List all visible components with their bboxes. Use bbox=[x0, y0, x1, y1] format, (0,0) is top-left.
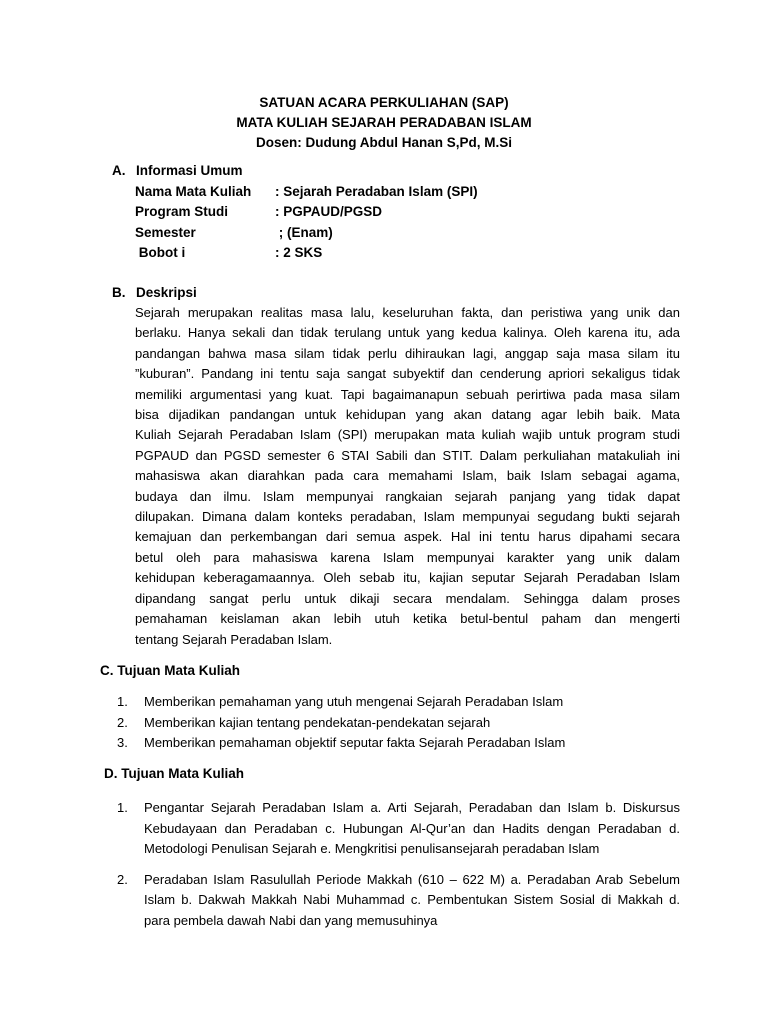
paragraph-line: pemahaman keislaman akan lebih utuh ketika betul-bentul paham dan mengerti bbox=[135, 611, 680, 627]
objectives-list bbox=[100, 692, 680, 754]
info-row bbox=[135, 202, 672, 223]
info-row bbox=[135, 223, 672, 244]
list-line: Metodologi Penulisan Sejarah e. Mengkritisi penulisansejarah peradaban Islam bbox=[144, 841, 600, 857]
list-text: Memberikan kajian tentang pendekatan-pendekatan sejarah bbox=[144, 714, 491, 730]
paragraph-line: berlaku. Hanya sekali dan tidak terulang untuk yang kedua kalinya. Oleh karena itu, ada bbox=[135, 325, 680, 341]
info-value: : Sejarah Peradaban Islam (SPI) bbox=[275, 183, 478, 199]
list-item bbox=[117, 798, 680, 860]
section-b-heading bbox=[112, 283, 680, 303]
paragraph-line: Sejarah merupakan realitas masa lalu, keseluruhan fakta, dan peristiwa yang unik dan bbox=[135, 305, 680, 320]
list-number: 1. bbox=[117, 694, 128, 709]
paragraph-line: kehidupan keberagamaannya. Oleh sebab itu, kajian seputar Sejarah Peradaban Islam bbox=[135, 570, 680, 586]
list-line: Pengantar Sejarah Peradaban Islam a. Arti Sejarah, Peradaban dan Islam b. Diskursus bbox=[144, 800, 680, 815]
list-line: Peradaban Islam Rasulullah Periode Makkah (610 – 622 M) a. Peradaban Arab Sebelum bbox=[144, 871, 680, 887]
topics-list bbox=[104, 798, 680, 932]
header-title: SATUAN ACARA PERKULIAHAN (SAP) bbox=[259, 95, 509, 110]
section-a-heading bbox=[112, 161, 672, 182]
paragraph-line: dilupakan. Dimana dalam konteks peradaban, Islam mempunyai segudang bukti sejarah bbox=[135, 509, 680, 525]
info-label: Semester bbox=[135, 224, 196, 240]
list-text bbox=[144, 870, 680, 932]
paragraph-line: dipandang sangat perlu untuk dikaji secara mendalam. Sehingga dalam proses bbox=[135, 590, 680, 606]
header-course: MATA KULIAH SEJARAH PERADABAN ISLAM bbox=[236, 115, 532, 130]
info-label: Bobot i bbox=[135, 245, 186, 260]
paragraph-line: bisa dijadikan pandangan untuk kehidupan yang akan datang agar lebih baik. Mata bbox=[135, 407, 680, 423]
paragraph-line: pandangan bahwa masa silam tidak perlu dihiraukan lagi, anggap saja masa silam itu bbox=[135, 345, 680, 361]
list-line: Islam b. Dakwah Makkah Nabi Muhammad c. Pembentukan Sistem Sosial di Makkah d. bbox=[144, 892, 680, 908]
info-value: : PGPAUD/PGSD bbox=[275, 204, 383, 219]
paragraph-line: Kuliah Sejarah Peradaban Islam (SPI) merupakan mata kuliah wajib untuk program studi bbox=[135, 427, 680, 443]
list-line: para pembela dawah Nabi dan yang memusuhinya bbox=[144, 912, 438, 928]
list-number: 2. bbox=[117, 871, 128, 887]
paragraph-line: tentang Sejarah Peradaban Islam. bbox=[135, 631, 333, 647]
section-a-letter: A. bbox=[112, 163, 126, 178]
list-number: 1. bbox=[117, 800, 128, 815]
section-deskripsi bbox=[112, 283, 680, 650]
paragraph-line: ”kuburan”. Pandang ini tentu saja sangat subyektif dan cenderung apriori sekaligus tidak bbox=[135, 366, 680, 382]
paragraph-line: mahasiswa akan diarahkan pada cara memahami Islam, baik Islam sebagai agama, bbox=[135, 468, 680, 484]
section-c-title: C. Tujuan Mata Kuliah bbox=[100, 663, 241, 678]
list-number: 3. bbox=[117, 735, 128, 751]
list-item bbox=[117, 713, 680, 734]
section-b-title: Deskripsi bbox=[136, 285, 197, 300]
description-paragraph bbox=[135, 303, 680, 650]
paragraph-line: kemajuan dan perkembangan dari semua aspek. Hal ini tentu harus dipahami secara bbox=[135, 529, 680, 545]
list-item bbox=[117, 870, 680, 932]
section-tujuan-d bbox=[104, 764, 680, 942]
paragraph-line: PGPAUD dan PGSD semester 6 STAI Sabili dan STIT. Dalam perkuliahan matakuliah ini bbox=[135, 447, 680, 463]
section-tujuan-c bbox=[100, 661, 680, 754]
paragraph-line: budaya dan ilmu. Islam mempunyai rangkaian sejarah panjang yang tidak dapat bbox=[135, 488, 680, 504]
list-text bbox=[144, 798, 680, 860]
list-item bbox=[117, 692, 680, 713]
info-row bbox=[135, 243, 672, 264]
info-row bbox=[135, 182, 672, 203]
list-item bbox=[117, 733, 680, 754]
info-label: Program Studi bbox=[135, 204, 229, 219]
list-text: Memberikan pemahaman yang utuh mengenai Sejarah Peradaban Islam bbox=[144, 694, 564, 709]
header-lecturer: Dosen: Dudung Abdul Hanan S,Pd, M.Si bbox=[256, 135, 512, 150]
section-informasi-umum bbox=[112, 161, 672, 264]
section-a-title: Informasi Umum bbox=[136, 163, 243, 178]
section-d-title: D. Tujuan Mata Kuliah bbox=[104, 766, 245, 781]
section-b-letter: B. bbox=[112, 285, 126, 300]
info-label: Nama Mata Kuliah bbox=[135, 183, 252, 199]
document-header bbox=[0, 93, 768, 153]
info-value: ; (Enam) bbox=[275, 224, 333, 240]
paragraph-line: memiliki argumentasi yang kuat. Tapi bagaimanapun sebuah perirtiwa pada masa silam bbox=[135, 386, 680, 402]
list-line: Kebudayaan dan Peradaban c. Hubungan Al-Qur’an dan Hadits dengan Peradaban d. bbox=[144, 820, 680, 836]
info-value: : 2 SKS bbox=[275, 245, 323, 260]
list-text: Memberikan pemahaman objektif seputar fakta Sejarah Peradaban Islam bbox=[144, 735, 566, 751]
list-number: 2. bbox=[117, 714, 128, 730]
paragraph-line: betul oleh para mahasiswa karena Islam mempunyai karakter yang unik dalam bbox=[135, 549, 680, 565]
